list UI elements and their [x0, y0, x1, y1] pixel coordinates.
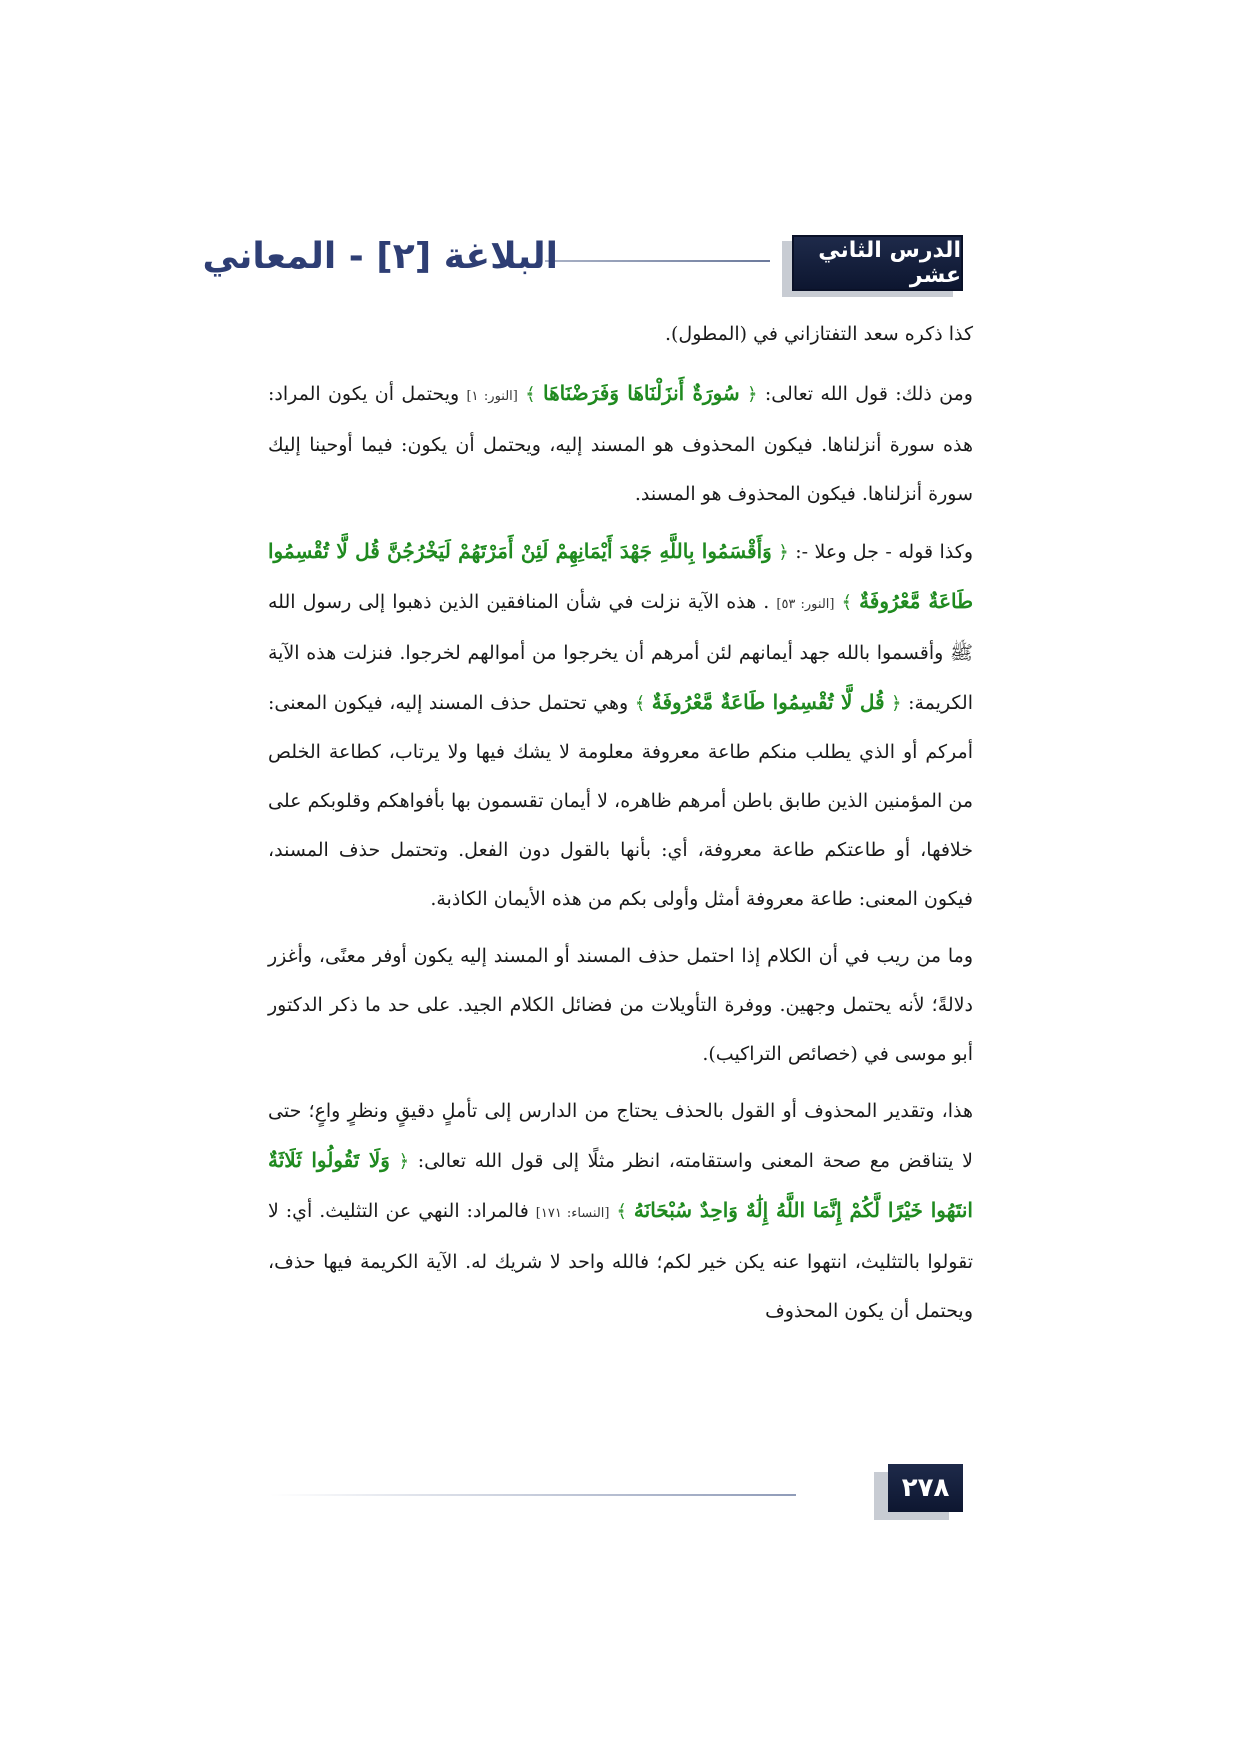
paragraph-2-text-a: ومن ذلك: قول الله تعالى: — [757, 383, 973, 405]
paragraph-3-text-a: وكذا قوله - جل وعلا -: — [788, 541, 973, 563]
verse-reference: [النور: ١] — [466, 389, 518, 404]
header-divider — [545, 260, 770, 262]
paragraph-3-text-c: وهي تحتمل حذف المسند إليه، فيكون المعنى: أمركم أو الذي يطلب منكم طاعة معروفة معلومة لا يشك فيها ولا يرتاب، كطاعة الخلص من المؤمنين الذين طابق باطن أمرهم ظاهره، لا أيمان تقسمون بها بأفواهكم وقلوبكم على خلافها، أو طاعتكم طاعة معروفة، أي: بأنها بالقول دون الفعل. وتحتمل حذف المسند، فيكون المعنى: طاعة معروفة أمثل وأولى بكم من هذه الأيمان الكاذبة. — [268, 692, 973, 910]
paragraph-3 — [268, 527, 973, 924]
paragraph-2-text-b: ويحتمل أن يكون المراد: هذه سورة أنزلناها. فيكون المحذوف هو المسند إليه، ويحتمل أن يكون: فيما أوحينا إليك سورة أنزلناها. فيكون المحذوف هو المسند. — [268, 383, 973, 505]
paragraph-4: وما من ريب في أن الكلام إذا احتمل حذف المسند أو المسند إليه يكون أوفر معنًى، وأغزر دلالةً؛ لأنه يحتمل وجهين. ووفرة التأويلات من فضائل الكلام الجيد. على حد ما ذكر الدكتور أبو موسى في (خصائص التراكيب). — [268, 945, 973, 1065]
page-number: ٢٧٨ — [901, 1473, 950, 1503]
ayah-open-bracket: ﴿ — [398, 1151, 410, 1172]
ayah-close-bracket: ﴾ — [841, 592, 853, 613]
paragraph-5-text-a: هذا، وتقدير المحذوف أو القول بالحذف يحتاج من الدارس إلى تأملٍ دقيقٍ ونظرٍ واعٍ؛ حتى لا يتناقض مع صحة المعنى واستقامته، انظر مثلًا إلى قول الله تعالى: — [268, 1100, 974, 1172]
quran-verse: سُورَةٌ أَنزَلْنَاهَا وَفَرَضْنَاهَا — [543, 381, 740, 405]
paragraph-5 — [268, 1087, 973, 1336]
ayah-close-bracket: ﴾ — [525, 384, 536, 405]
lesson-label-box — [792, 235, 963, 291]
ayah-open-bracket: ﴿ — [778, 542, 789, 563]
paragraph-1: كذا ذكره سعد التفتازاني في (المطول). — [664, 323, 973, 345]
footer-divider — [270, 1494, 796, 1496]
ayah-close-bracket: ﴾ — [616, 1201, 627, 1222]
page-header — [0, 228, 1240, 298]
verse-reference: [النور: ٥٣] — [776, 597, 835, 612]
ayah-open-bracket: ﴿ — [746, 384, 758, 405]
paragraph-3-text-b: . هذه الآية نزلت في شأن المنافقين الذين ذهبوا إلى رسول الله ﷺ وأقسموا بالله جهد أيمانهم لئن أمرهم أن يخرجوا من أموالهم لخرجوا. فنزلت هذه الآية الكريمة: — [268, 591, 973, 714]
quran-verse: قُل لَّا تُقْسِمُوا طَاعَةٌ مَّعْرُوفَةٌ — [651, 690, 885, 714]
ayah-close-bracket: ﴾ — [634, 693, 646, 714]
paragraph-5-text-b: فالمراد: النهي عن التثليث. أي: لا تقولوا بالتثليث، انتهوا عنه يكن خير لكم؛ فالله واحد لا شريك له. الآية الكريمة فيها حذف، ويحتمل أن يكون المحذوف — [268, 1200, 973, 1322]
page-number-box — [888, 1464, 963, 1512]
page-content — [268, 310, 973, 1344]
book-title: البلاغة [٢] - المعاني — [202, 236, 558, 277]
quran-verse: وَأَقْسَمُوا بِاللَّهِ جَهْدَ أَيْمَانِهِمْ لَئِنْ أَمَرْتَهُمْ لَيَخْرُجُنَّ قُل لَّا تُقْسِمُوا طَاعَةٌ مَّعْرُوفَةٌ — [268, 539, 974, 613]
quran-verse: وَلَا تَقُولُوا ثَلَاثَةٌ انتَهُوا خَيْرًا لَّكُمْ إِنَّمَا اللَّهُ إِلَٰهٌ وَاحِدٌ سُبْحَانَهُ — [268, 1148, 973, 1222]
lesson-label: الدرس الثاني عشر — [818, 238, 961, 288]
verse-reference: [النساء: ١٧١] — [535, 1206, 610, 1221]
ayah-open-bracket: ﴿ — [891, 693, 902, 714]
paragraph-2 — [268, 369, 973, 519]
